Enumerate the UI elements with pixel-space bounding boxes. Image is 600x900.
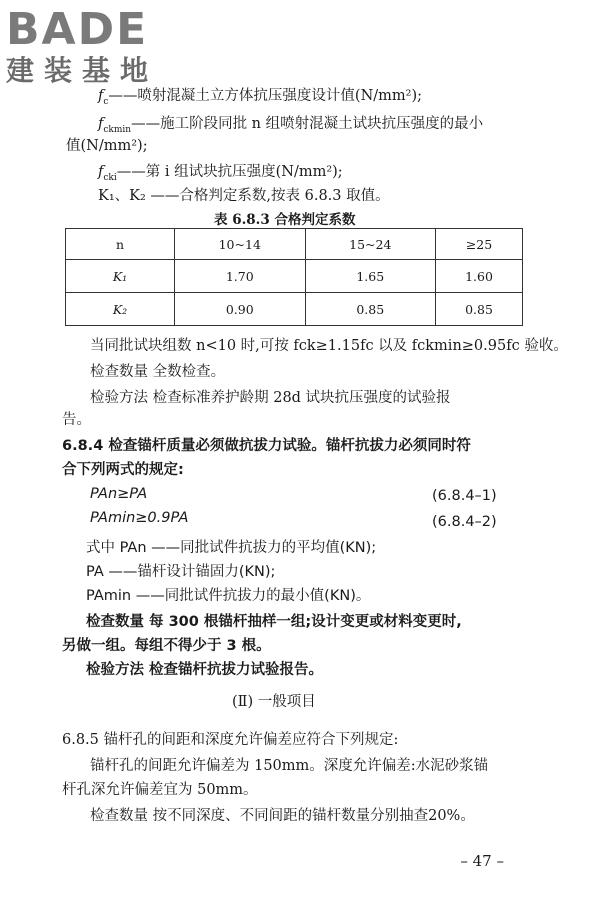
section-6-8-4: 6.8.4 检查锚杆质量必须做抗拔力试验。锚杆抗拔力必须同时符 bbox=[62, 438, 471, 454]
section-6-8-4-cont: 合下列两式的规定: bbox=[62, 462, 184, 478]
paragraph: 杆孔深允许偏差宜为 50mm。 bbox=[62, 782, 258, 798]
table-cell: 1.70 bbox=[175, 260, 306, 293]
logo-subtext: 建装基地 bbox=[6, 54, 159, 87]
equation-1-number: (6.8.4–1) bbox=[432, 488, 497, 504]
where-line: PAmin ——同批试件抗拔力的最小值(KN)。 bbox=[86, 588, 371, 604]
where-line: PA ——锚杆设计锚固力(KN); bbox=[86, 564, 276, 580]
equation-2: PAmin≥0.9PA bbox=[90, 510, 189, 526]
table-cell: 0.85 bbox=[305, 293, 436, 326]
table-row bbox=[66, 260, 523, 293]
logo-text: BADE bbox=[6, 4, 149, 55]
def-fcmin: $f_{ckmin}——$施工阶段同批 n 组喷射混凝土试块抗压强度的最小 bbox=[98, 116, 484, 135]
table-row bbox=[66, 293, 523, 326]
paragraph: 检验方法 检查锚杆抗拔力试验报告。 bbox=[86, 662, 324, 678]
paragraph: 检查数量 全数检查。 bbox=[90, 364, 226, 380]
paragraph: 锚杆孔的间距允许偏差为 150mm。深度允许偏差:水泥砂浆锚 bbox=[90, 758, 489, 774]
where-line: 式中 PAn ——同批试件抗拔力的平均值(KN); bbox=[86, 540, 377, 556]
table-cell: 10~14 bbox=[175, 229, 306, 260]
section-6-8-5: 6.8.5 锚杆孔的间距和深度允许偏差应符合下列规定: bbox=[62, 732, 399, 748]
table-cell: ≥25 bbox=[436, 229, 523, 260]
table-cell: n bbox=[66, 229, 175, 260]
def-fcki: $f_{cki}——$第 i 组试块抗压强度(N/mm²); bbox=[98, 164, 343, 183]
paragraph: 检查数量 按不同深度、不同间距的锚杆数量分别抽查20%。 bbox=[90, 808, 475, 824]
table-cell: 15~24 bbox=[305, 229, 436, 260]
section-heading: (Ⅱ) 一般项目 bbox=[232, 694, 316, 710]
def-fc: $f_c——$喷射混凝土立方体抗压强度设计值(N/mm²); bbox=[98, 88, 423, 107]
def-fcmin-cont: 值(N/mm²); bbox=[66, 138, 148, 154]
paragraph: 告。 bbox=[62, 412, 91, 428]
equation-2-number: (6.8.4–2) bbox=[432, 514, 497, 530]
def-k: K₁、K₂ ——合格判定系数,按表 6.8.3 取值。 bbox=[98, 188, 390, 204]
table-cell: K₁ bbox=[66, 260, 175, 293]
table-cell: 0.90 bbox=[175, 293, 306, 326]
table-cell: K₂ bbox=[66, 293, 175, 326]
table-cell: 1.60 bbox=[436, 260, 523, 293]
coefficient-table bbox=[65, 228, 523, 326]
paragraph: 当同批试块组数 n<10 时,可按 fck≥1.15fc 以及 fckmin≥0.95fc 验收。 bbox=[90, 338, 568, 354]
table-cell: 1.65 bbox=[305, 260, 436, 293]
paragraph: 另做一组。每组不得少于 3 根。 bbox=[62, 638, 271, 654]
page-number: – 47 – bbox=[460, 852, 504, 870]
table-title: 表 6.8.3 合格判定系数 bbox=[214, 212, 356, 228]
paragraph: 检验方法 检查标准养护龄期 28d 试块抗压强度的试验报 bbox=[90, 390, 451, 406]
equation-1: PAn≥PA bbox=[90, 486, 148, 502]
paragraph: 检查数量 每 300 根锚杆抽样一组;设计变更或材料变更时, bbox=[86, 614, 462, 630]
table-header-row bbox=[66, 229, 523, 260]
table-cell: 0.85 bbox=[436, 293, 523, 326]
